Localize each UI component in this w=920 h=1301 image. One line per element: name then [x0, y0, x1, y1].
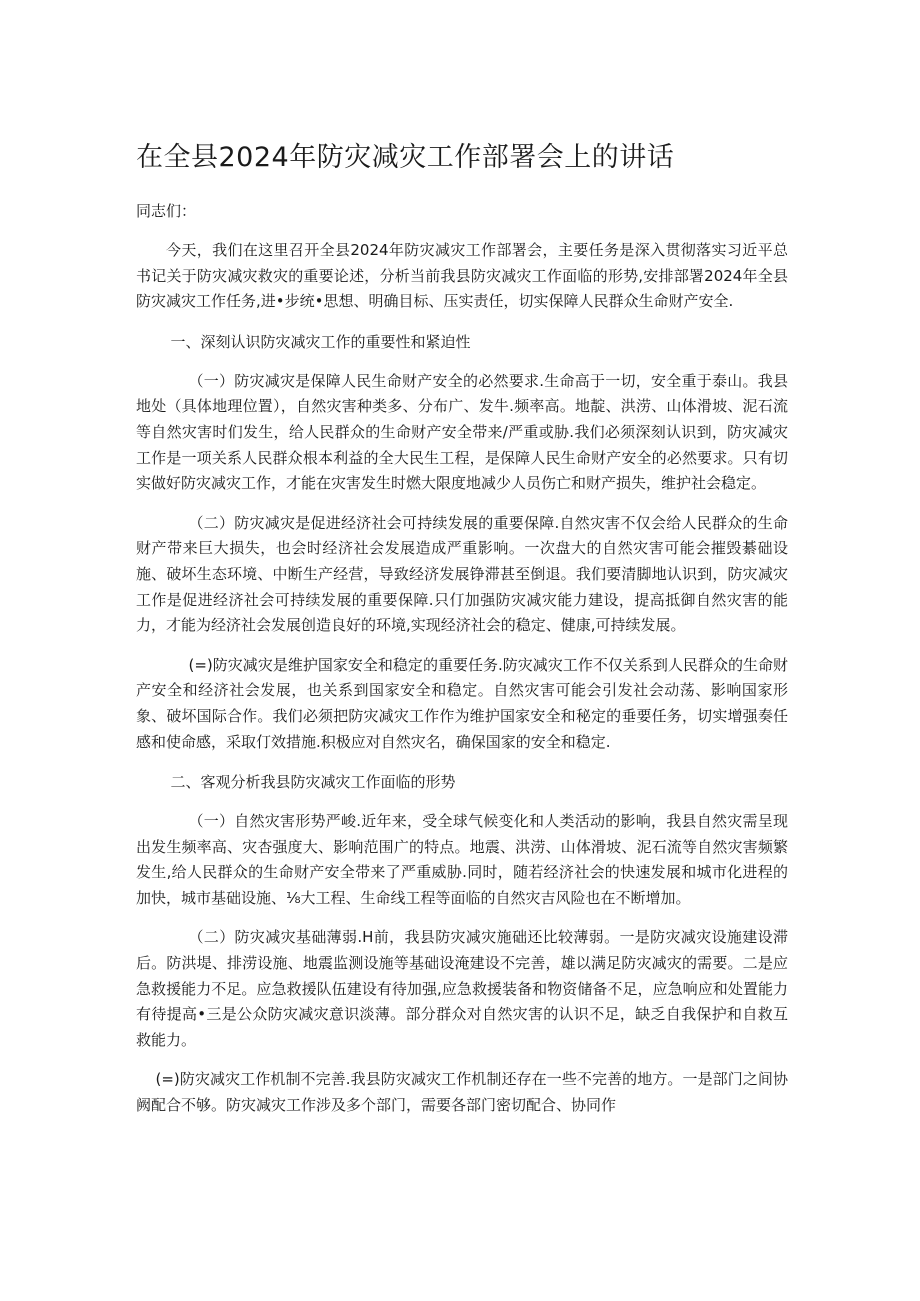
section-2-paragraph-2: （二）防灾减灾基础薄弱.H前，我县防灾减灾施础还比较薄弱。一是防灾减灾设施建设滞后。防洪堤、排涝设施、地震监测设施等基础设淹建设不完善，雄以满足防灾减灾的需要。二是应急救援能力不足。应急救援队伍建设有待加强,应急救援装备和物资储备不足，应急响应和处置能力有待提高•三是公众防灾减灾意识淡薄。部分群众对自然灾害的认识不足，缺乏自我保护和自救互救能力。	[136, 928, 788, 1049]
section-2-paragraph-1: （一）自然灾害形势严峻.近年来，受全球气候变化和人类活动的影响，我县自然灾需呈现出发生频率高、灾杏强度大、影响范围广的特点。地震、洪涝、山体滑坡、泥石流等自然灾害频繁发生,给人民群众的生命财产安全带来了严重威胁.同时，随若经济社会的快速发展和城市化进程的加快，城市基础设施、⅛大工程、生命线工程等面临的自然灾吉风险也在不断增加。	[136, 812, 788, 907]
intro-paragraph: 今天，我们在这里召开全县2024年防灾减灾工作部署会，主要任务是深入贯彻落实习近平总书记关于防灾减灾救灾的重要论述，分析当前我县防灾减灾工作面临的形势,安排部署2024年全县防灾减灾工作任务,进•步统•思想、明确目标、压实责任，切实保障人民群众生命财产安全.	[136, 241, 788, 311]
section-1-heading: 一、深刻认识防灾减灾工作的重要性和紧迫性	[170, 332, 471, 351]
section-1-paragraph-3: (=)防灾减灾是维护国家安全和稳定的重要任务.防灾减灾工作不仅关系到人民群众的生命财产安全和经济社会发展，也关系到国家安全和稳定。自然灾害可能会引发社会动荡、影响国家形象、破坏国际合作。我们必须把防灾减灾工作作为维护国家安全和秘定的垂要任务，切实增强奏任感和使命感，采取仃效措施.积极应对自然灾名，确保国家的安全和稳定.	[136, 655, 788, 751]
section-1-paragraph-1: （一）防灾减灾是保障人民生命财产安全的必然要求.生命高于一切，安全重于泰山。我县地处（具体地理位置），自然灾害种类多、分布广、发牛.频率高。地靛、洪涝、山体滑坡、泥石流等自然灾害时们发生，给人民群众的生命财产安全带来/严重或胁.我们必须深刻认识到，防灾减灾工作是一项关系人民群众根本利益的全大民生工程，是保障人民生命财产安全的必然要求。只有切实做好防灾减灾工作，才能在灾害发生时燃大限度地减少人员伤亡和财产损失，维护社会稳定。	[136, 371, 788, 493]
document-title: 在全县2024年防灾减灾工作部署会上的讲话	[136, 142, 675, 173]
salutation: 同志们：	[136, 202, 197, 220]
document-page	[136, 138, 788, 1133]
section-1-paragraph-2: （二）防灾减灾是促进经济社会可持续发展的重要保障.自然灾害不仅会给人民群众的生命财产带来巨大损失，也会时经济社会发展造成严重影响。一次盘大的自然灾害可能会摧毁綦础设施、破坏生态环境、中断生产经营，导致经济发展铮滞甚至倒退。我们要清脚地认识到，防灾减灾工作是促进经济社会可持续发展的重要保障.只仃加强防灾减灾能力建设，提高抵御自然灾害的能力，才能为经济社会发展创造良好的环境,实现经济社会的稳定、健康,可持续发展。	[136, 513, 788, 635]
section-2-paragraph-3: (=)防灾减灾工作机制不完善.我县防灾减灾工作机制还存在一些不完善的地方。一是部门之间协阙配合不够。防灾减灾工作涉及多个部门，需要各部门密切配合、协同作	[136, 1070, 788, 1115]
section-2-heading: 二、客观分析我县防灾减灾工作面临的形势	[170, 773, 456, 792]
